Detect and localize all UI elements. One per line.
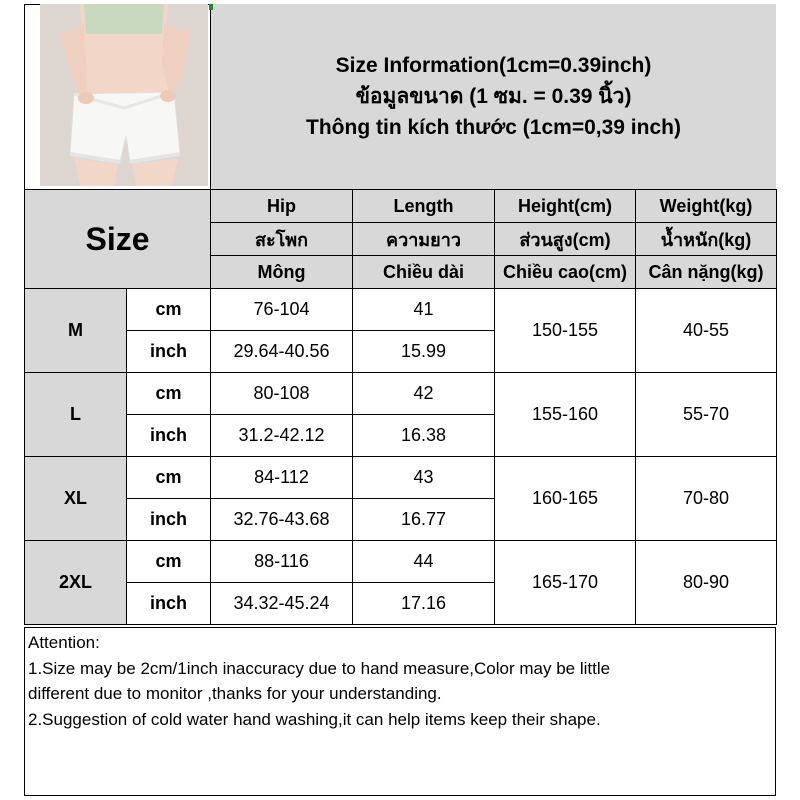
length-cm-cell: 41 — [353, 289, 495, 331]
weight-cell: 70-80 — [636, 457, 777, 541]
size-table — [24, 189, 777, 625]
attention-note-1a: 1.Size may be 2cm/1inch inaccuracy due to hand measure,Color may be little — [28, 658, 611, 678]
attention-title: Attention: — [28, 633, 100, 652]
info-line-vietnamese: Thông tin kích thước (1cm=0,39 inch) — [306, 116, 681, 139]
corner-marker — [209, 4, 213, 10]
hip-inch-cell: 31.2-42.12 — [211, 415, 353, 457]
column-height-vi: Chiều cao(cm) — [495, 256, 636, 289]
unit-cell: inch — [127, 499, 211, 541]
attention-note-2: 2.Suggestion of cold water hand washing,it can help items keep their shape. — [28, 709, 601, 729]
length-inch-cell: 16.77 — [353, 499, 495, 541]
height-cell: 150-155 — [495, 289, 636, 373]
height-cell: 165-170 — [495, 541, 636, 625]
column-weight-vi: Cân nặng(kg) — [636, 256, 777, 289]
table-row — [25, 289, 777, 331]
unit-cell: cm — [127, 289, 211, 331]
column-hip-vi: Mông — [211, 256, 353, 289]
product-photo — [40, 4, 208, 186]
column-weight-th: น้ำหนัก(kg) — [636, 223, 777, 256]
column-height-th: ส่วนสูง(cm) — [495, 223, 636, 256]
height-cell: 155-160 — [495, 373, 636, 457]
length-cm-cell: 43 — [353, 457, 495, 499]
table-row — [25, 457, 777, 499]
weight-cell: 80-90 — [636, 541, 777, 625]
attention-note-1b: different due to monitor ,thanks for your understanding. — [28, 684, 442, 703]
hip-inch-cell: 29.64-40.56 — [211, 331, 353, 373]
length-inch-cell: 15.99 — [353, 331, 495, 373]
column-hip-th: สะโพก — [211, 223, 353, 256]
length-cm-cell: 42 — [353, 373, 495, 415]
unit-cell: inch — [127, 331, 211, 373]
hip-inch-cell: 32.76-43.68 — [211, 499, 353, 541]
info-line-english: Size Information(1cm=0.39inch) — [335, 54, 652, 77]
table-row — [25, 541, 777, 583]
attention-notes — [24, 627, 776, 796]
size-column-title: Size — [25, 190, 211, 289]
size-name-cell: XL — [25, 457, 127, 541]
column-hip-en: Hip — [211, 190, 353, 223]
column-length-th: ความยาว — [353, 223, 495, 256]
column-length-vi: Chiều dài — [353, 256, 495, 289]
size-information-banner — [210, 4, 776, 190]
size-name-cell: 2XL — [25, 541, 127, 625]
unit-cell: inch — [127, 583, 211, 625]
table-header-row-en — [25, 190, 777, 223]
column-length-en: Length — [353, 190, 495, 223]
hip-cm-cell: 84-112 — [211, 457, 353, 499]
weight-cell: 55-70 — [636, 373, 777, 457]
height-cell: 160-165 — [495, 457, 636, 541]
unit-cell: inch — [127, 415, 211, 457]
size-name-cell: L — [25, 373, 127, 457]
column-height-en: Height(cm) — [495, 190, 636, 223]
length-inch-cell: 17.16 — [353, 583, 495, 625]
weight-cell: 40-55 — [636, 289, 777, 373]
column-weight-en: Weight(kg) — [636, 190, 777, 223]
length-cm-cell: 44 — [353, 541, 495, 583]
hip-inch-cell: 34.32-45.24 — [211, 583, 353, 625]
length-inch-cell: 16.38 — [353, 415, 495, 457]
hip-cm-cell: 80-108 — [211, 373, 353, 415]
product-photo-illustration — [40, 4, 208, 186]
info-line-thai: ข้อมูลขนาด (1 ซม. = 0.39 นิ้ว) — [355, 85, 632, 108]
unit-cell: cm — [127, 373, 211, 415]
table-row — [25, 373, 777, 415]
hip-cm-cell: 88-116 — [211, 541, 353, 583]
hip-cm-cell: 76-104 — [211, 289, 353, 331]
unit-cell: cm — [127, 541, 211, 583]
unit-cell: cm — [127, 457, 211, 499]
size-name-cell: M — [25, 289, 127, 373]
